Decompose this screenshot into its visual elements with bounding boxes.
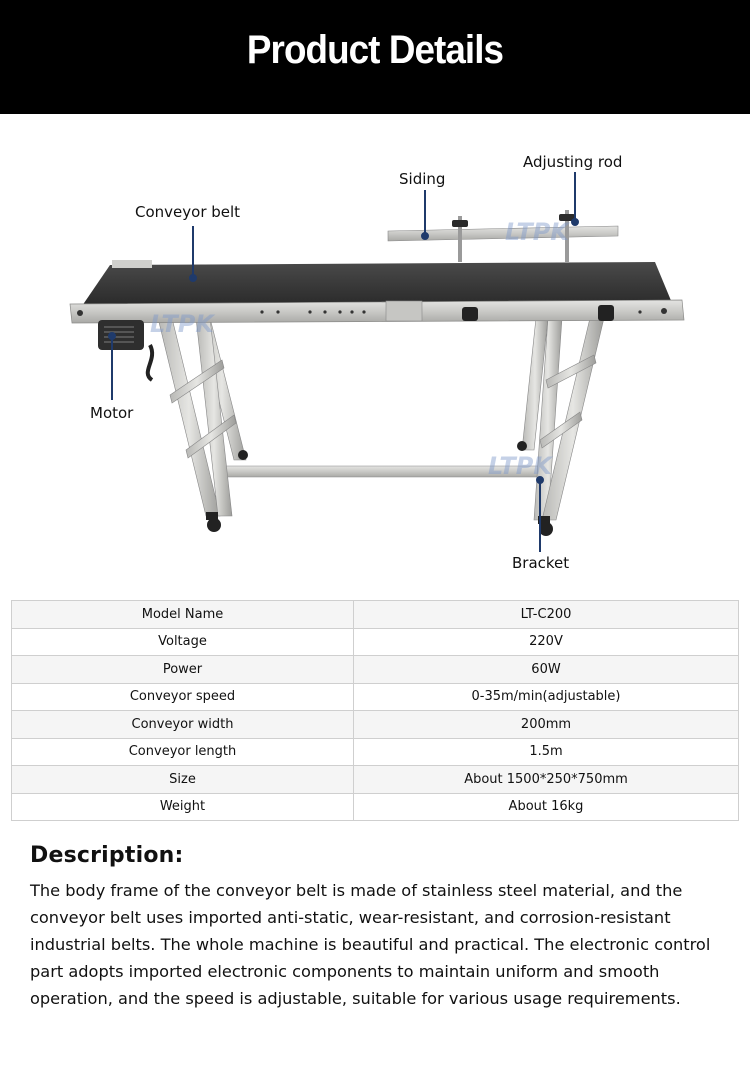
spec-name: Size bbox=[12, 766, 354, 794]
table-row bbox=[12, 793, 739, 821]
header-banner bbox=[0, 0, 750, 114]
table-row bbox=[12, 711, 739, 739]
spec-table bbox=[11, 600, 739, 821]
table-row bbox=[12, 628, 739, 656]
callout-adjusting-rod: Adjusting rod bbox=[523, 153, 623, 171]
page-title: Product Details bbox=[246, 28, 504, 72]
callout-motor: Motor bbox=[90, 404, 134, 422]
product-figure bbox=[0, 114, 750, 594]
watermark-2: LTPK bbox=[150, 310, 214, 338]
watermark-3: LTPK bbox=[488, 452, 552, 480]
spec-value: LT-C200 bbox=[354, 601, 739, 629]
description-heading: Description: bbox=[30, 843, 184, 868]
table-row bbox=[12, 656, 739, 684]
spec-value: 1.5m bbox=[354, 738, 739, 766]
callout-siding: Siding bbox=[399, 170, 446, 188]
watermark-1: LTPK bbox=[505, 218, 569, 246]
spec-name: Model Name bbox=[12, 601, 354, 629]
callout-conveyor-belt: Conveyor belt bbox=[135, 203, 241, 221]
table-row bbox=[12, 738, 739, 766]
table-row bbox=[12, 601, 739, 629]
conveyor-illustration bbox=[0, 114, 750, 594]
back-legs bbox=[198, 318, 548, 460]
spec-value: 60W bbox=[354, 656, 739, 684]
spec-value: 0-35m/min(adjustable) bbox=[354, 683, 739, 711]
belt-surface bbox=[82, 262, 672, 306]
spec-value: About 16kg bbox=[354, 793, 739, 821]
spec-value: About 1500*250*750mm bbox=[354, 766, 739, 794]
spec-name: Conveyor length bbox=[12, 738, 354, 766]
table-row bbox=[12, 766, 739, 794]
description-body: The body frame of the conveyor belt is made of stainless steel material, and the conveyor belt uses imported anti-static, wear-resistant, and corrosion-resistant industrial belts. The whole machine is beautiful and practical. The electronic control part adopts imported electronic components to maintain uniform and smooth operation, and the speed is adjustable, suitable for various usage requirements. bbox=[30, 881, 711, 1008]
motor-unit bbox=[98, 320, 152, 380]
spec-name: Power bbox=[12, 656, 354, 684]
spec-value: 220V bbox=[354, 628, 739, 656]
callout-bracket: Bracket bbox=[512, 554, 570, 572]
table-row bbox=[12, 683, 739, 711]
spec-name: Weight bbox=[12, 793, 354, 821]
spec-name: Conveyor speed bbox=[12, 683, 354, 711]
spec-value: 200mm bbox=[354, 711, 739, 739]
spec-name: Voltage bbox=[12, 628, 354, 656]
spec-name: Conveyor width bbox=[12, 711, 354, 739]
